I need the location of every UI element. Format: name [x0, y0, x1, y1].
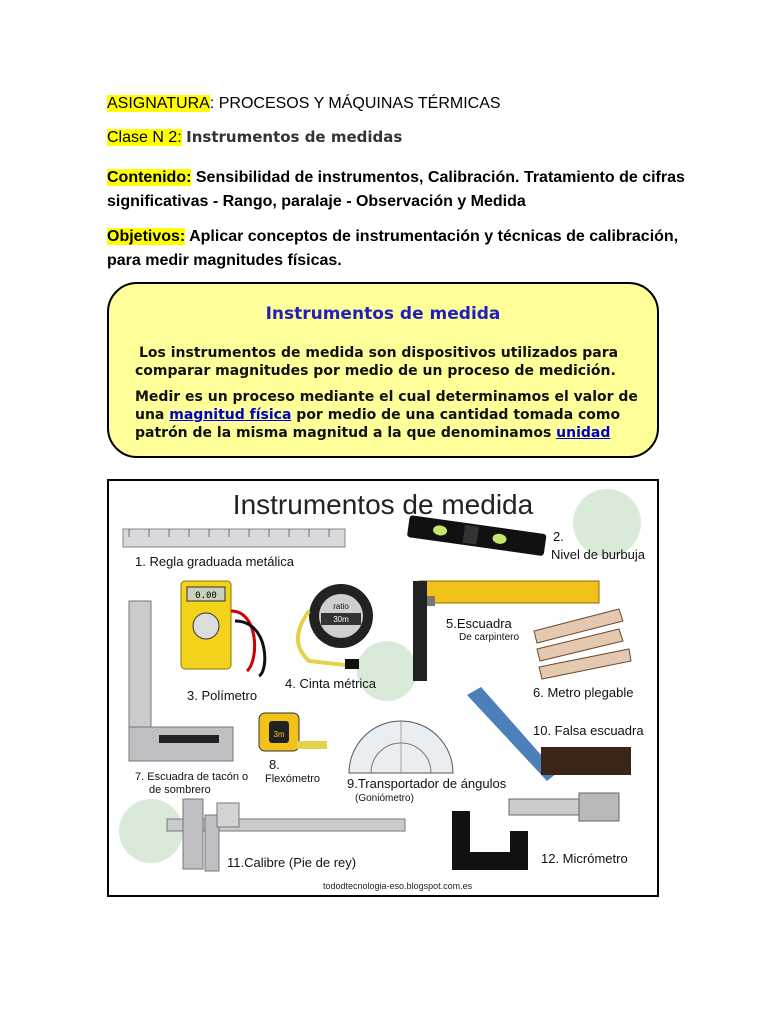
poster-title: Instrumentos de medida	[232, 489, 534, 520]
objetivos-text-1: Aplicar conceptos de instrumentación y técnicas de calibración,	[189, 228, 679, 245]
label-flexo-num: 8.	[269, 757, 280, 772]
label-regla: 1. Regla graduada metálica	[135, 554, 294, 569]
poster-credit: tododtecnologia-eso.blogspot.com.es	[323, 881, 473, 891]
callout-title: Instrumentos de medida	[265, 304, 501, 324]
flexometer-size: 3m	[273, 730, 285, 739]
label-escuadra-sub: De carpintero	[459, 632, 520, 643]
asignatura-value: : PROCESOS Y MÁQUINAS TÉRMICAS	[209, 95, 501, 112]
callout-p1-line1: Los instrumentos de medida son dispositivos utilizados para	[139, 345, 619, 361]
callout-p1-line2: comparar magnitudes por medio de un proceso de medición.	[135, 363, 616, 379]
tape-brand: ratio	[333, 602, 349, 611]
clase-label: Clase N 2:	[107, 129, 182, 146]
callout-paragraph-1	[135, 344, 639, 380]
label-polimetro: 3. Polímetro	[187, 688, 258, 703]
label-calibre: 11.Calibre (Pie de rey)	[227, 855, 357, 870]
asignatura-line	[107, 92, 501, 116]
label-nivel-num: 2.	[553, 529, 564, 544]
clase-value: Instrumentos de medidas	[186, 128, 403, 146]
instruments-poster	[107, 479, 659, 897]
objetivos-label: Objetivos:	[107, 228, 186, 245]
callout-p3-line	[135, 424, 639, 442]
multimeter-display: 0.00	[195, 591, 217, 601]
unidad-link[interactable]: unidad	[556, 425, 611, 441]
protractor-icon	[349, 721, 453, 773]
bubble-level-icon	[407, 515, 547, 556]
magnitud-fisica-link[interactable]: magnitud física	[169, 407, 292, 423]
label-micro: 12. Micrómetro	[541, 851, 628, 866]
contenido-label: Contenido:	[107, 169, 192, 186]
label-flexo: Flexómetro	[265, 773, 321, 785]
asignatura-label: ASIGNATURA	[107, 95, 210, 112]
contenido-line-2: significativas - Rango, paralaje - Observación y Medida	[107, 193, 526, 210]
label-nivel: Nivel de burbuja	[551, 547, 645, 562]
callout-p2-line1: Medir es un proceso mediante el cual determinamos el valor de	[135, 389, 638, 405]
label-escuadra: 5.Escuadra	[446, 616, 512, 631]
objetivos-line-2: para medir magnitudes físicas.	[107, 252, 342, 269]
label-transportador: 9.Transportador de ángulos	[347, 776, 507, 791]
callout-p2-line2	[135, 406, 639, 424]
folding-rule-icon	[534, 609, 631, 679]
callout-p2-text-b: por medio de una cantidad tomada como	[291, 407, 621, 423]
flexometer-icon	[259, 713, 327, 751]
clase-line	[107, 125, 402, 150]
callout-paragraph-2	[135, 388, 639, 442]
label-transportador-sub: (Goniómetro)	[355, 793, 414, 804]
tape-size: 30m	[333, 615, 349, 624]
ruler-icon	[123, 529, 345, 547]
label-falsa: 10. Falsa escuadra	[533, 723, 644, 738]
contenido-line	[107, 166, 685, 190]
label-tacon-2: de sombrero	[149, 784, 211, 796]
label-tacon-1: 7. Escuadra de tacón o	[135, 771, 249, 783]
multimeter-icon	[181, 581, 265, 676]
callout-p3-text: patrón de la misma magnitud a la que denominamos	[135, 425, 557, 441]
objetivos-line	[107, 225, 678, 249]
callout-p2-text-a: una	[135, 407, 170, 423]
definition-callout	[107, 282, 659, 458]
label-metro: 6. Metro plegable	[533, 685, 634, 700]
label-cinta: 4. Cinta métrica	[285, 676, 377, 691]
contenido-text-1: Sensibilidad de instrumentos, Calibración. Tratamiento de cifras	[195, 169, 685, 186]
